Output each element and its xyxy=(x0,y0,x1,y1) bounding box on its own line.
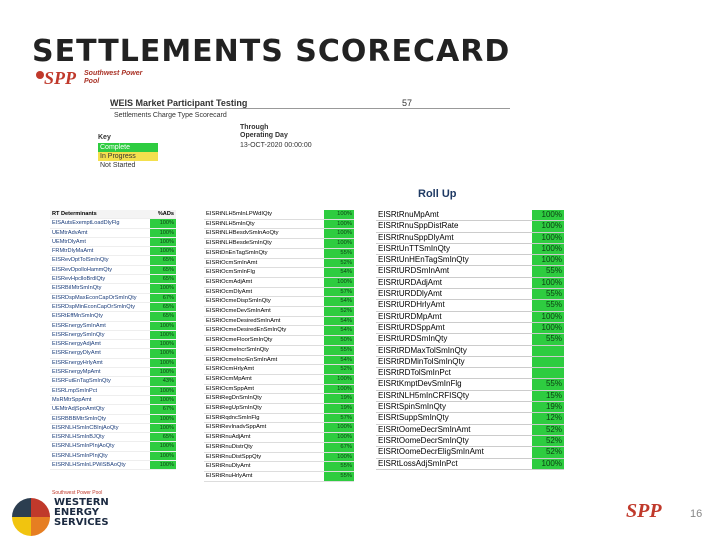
table-row xyxy=(50,414,176,423)
table-row xyxy=(204,365,354,375)
table-row xyxy=(204,433,354,443)
charge-type-name: EISRtOcmeDispSmInQty xyxy=(204,297,324,307)
table-row xyxy=(376,368,564,379)
table-row xyxy=(50,321,176,330)
charge-type-name: EISRtRnuSppDlyAmt xyxy=(376,232,532,243)
table-row xyxy=(376,255,564,266)
charge-type-name: EISRtOcmMpAmt xyxy=(204,374,324,384)
percent-complete: 52% xyxy=(532,447,564,458)
charge-type-name: EISRBiIMtrSmInQty xyxy=(50,284,150,293)
scorecard-sheet xyxy=(52,90,660,510)
percent-complete: 100% xyxy=(150,321,176,330)
charge-type-name: EISRtSuppSmInQty xyxy=(376,413,532,424)
sheet-title: WEIS Market Participant Testing xyxy=(110,98,248,108)
percent-complete: 65% xyxy=(150,312,176,321)
table-row xyxy=(204,345,354,355)
charge-type-name: EISRevDptTolSmInQty xyxy=(50,256,150,265)
table-row xyxy=(376,266,564,277)
charge-type-name: EISRtRqdncSmInFlg xyxy=(204,413,324,423)
table-row xyxy=(376,424,564,435)
table-row xyxy=(204,229,354,239)
percent-complete: 12% xyxy=(532,413,564,424)
status-key xyxy=(98,134,158,170)
percent-complete: 65% xyxy=(150,256,176,265)
table-row xyxy=(50,284,176,293)
charge-type-name: EISREnergyMpAmt xyxy=(50,368,150,377)
rollup-title: Roll Up xyxy=(418,188,457,200)
percent-complete: 19% xyxy=(324,404,354,414)
charge-type-name: EISRtUnHEnTagSmInQty xyxy=(376,255,532,266)
table-row xyxy=(376,243,564,254)
percent-complete: 54% xyxy=(324,268,354,278)
key-not-started: Not Started xyxy=(100,162,136,169)
charge-type-name: EISRtRnuDlyAmt xyxy=(204,462,324,472)
table-row xyxy=(50,219,176,228)
table-row xyxy=(376,221,564,232)
table-row xyxy=(204,316,354,326)
percent-complete: 55% xyxy=(324,248,354,258)
table-row xyxy=(376,379,564,390)
percent-complete: 100% xyxy=(532,243,564,254)
charge-type-name: EISRtRegUpSmInQty xyxy=(204,404,324,414)
table-row xyxy=(376,300,564,311)
table-row xyxy=(50,377,176,386)
charge-type-name: EISRtOcmeIncrEnSmInAmt xyxy=(204,355,324,365)
table-row xyxy=(376,435,564,446)
charge-type-name: EISRDspMaxEconCapOrSmInQty xyxy=(50,293,150,302)
table-row xyxy=(376,277,564,288)
table-row xyxy=(376,458,564,469)
key-title: Key xyxy=(98,134,111,141)
charge-type-name: EISRtURDSmInQty xyxy=(376,334,532,345)
percent-complete: 100% xyxy=(532,221,564,232)
charge-type-name: FRMtrDlyMaAmt xyxy=(50,247,150,256)
charge-type-name: EISREnergyDlyAmt xyxy=(50,349,150,358)
charge-type-name: EISRtOcmeDesiredEnSmInQty xyxy=(204,326,324,336)
table-row xyxy=(376,210,564,221)
percent-complete: 100% xyxy=(532,232,564,243)
table-row xyxy=(50,330,176,339)
charge-type-name: EISRNLHSmInCBInjAoQty xyxy=(50,423,150,432)
percent-complete: 67% xyxy=(150,405,176,414)
percent-complete: 54% xyxy=(324,316,354,326)
charge-type-name: EISRDspMinEconCapOrSmInQty xyxy=(50,302,150,311)
percent-complete: 100% xyxy=(150,414,176,423)
table-row xyxy=(204,355,354,365)
percent-complete: 52% xyxy=(532,424,564,435)
charge-type-name: EISRtRnuAdjAmt xyxy=(204,433,324,443)
charge-type-name: EISRFutEnTagSmInQty xyxy=(50,377,150,386)
percent-complete: 100% xyxy=(150,247,176,256)
sheet-subtitle: Settlements Charge Type Scorecard xyxy=(114,112,227,119)
key-complete: Complete xyxy=(98,143,158,152)
table-row xyxy=(204,462,354,472)
charge-type-name: EISREnergySmInAmt xyxy=(50,321,150,330)
slide-title: SETTLEMENTS SCORECARD xyxy=(32,34,511,69)
percent-complete: 100% xyxy=(150,386,176,395)
operating-day-value: 13-OCT-2020 00:00:00 xyxy=(240,142,312,149)
percent-complete: 55% xyxy=(532,379,564,390)
table-row xyxy=(50,349,176,358)
spp-logo-text: SPP xyxy=(44,68,77,88)
percent-complete xyxy=(532,368,564,379)
percent-complete: 65% xyxy=(150,433,176,442)
charge-type-name: EISREnergySmInQty xyxy=(50,330,150,339)
through-label: Through xyxy=(240,124,269,131)
table-row xyxy=(204,277,354,287)
sun-logo-icon xyxy=(12,498,50,536)
table-row xyxy=(50,302,176,311)
percent-complete: 100% xyxy=(532,255,564,266)
table-row xyxy=(50,293,176,302)
charge-type-name: EISRtOcmSmInAmt xyxy=(204,258,324,268)
percent-complete: 54% xyxy=(324,297,354,307)
table-row xyxy=(204,287,354,297)
table-row xyxy=(376,334,564,345)
charge-type-name: EISRtNLH5mInCRFISQty xyxy=(376,390,532,401)
percent-complete: 55% xyxy=(532,300,564,311)
key-in-progress: In Progress xyxy=(98,152,158,161)
table-row xyxy=(50,423,176,432)
table-row xyxy=(376,289,564,300)
percent-complete: 100% xyxy=(324,210,354,219)
charge-type-name: EISRtRDTolSmInPct xyxy=(376,368,532,379)
charge-type-name: EISRtRDMinTolSmInQty xyxy=(376,356,532,367)
percent-complete: 54% xyxy=(324,355,354,365)
wes-logo xyxy=(12,490,132,538)
spp-logo-mark-icon xyxy=(36,71,44,79)
charge-type-name: EISRtRnuHrlyAmt xyxy=(204,471,324,481)
charge-type-name: EISRtDnEnTagSmInQty xyxy=(204,248,324,258)
charge-type-name: EISRtRevInadvSppAmt xyxy=(204,423,324,433)
percent-complete: 100% xyxy=(324,277,354,287)
charge-type-name: EISRNLHSmInPInjAoQty xyxy=(50,442,150,451)
charge-type-name: EISRtOcmeDevSmInAmt xyxy=(204,307,324,317)
table-row xyxy=(204,258,354,268)
percent-complete: 52% xyxy=(532,435,564,446)
charge-type-name: EISRtOcmHrlyAmt xyxy=(204,365,324,375)
spp-logo-footer: SPP xyxy=(626,500,662,522)
table-row xyxy=(204,268,354,278)
charge-type-name: EISRtRnuMpAmt xyxy=(376,210,532,221)
percent-complete: 67% xyxy=(150,293,176,302)
percent-complete: 100% xyxy=(150,340,176,349)
charge-type-name: EISRNLHSmInLPWiSBAoQty xyxy=(50,461,150,470)
percent-complete: 100% xyxy=(324,229,354,239)
percent-complete: 52% xyxy=(324,365,354,375)
charge-type-name: EISRtRnuDistSppQty xyxy=(204,452,324,462)
percent-complete: 57% xyxy=(324,287,354,297)
charge-type-name: EISRtOcmDlyAmt xyxy=(204,287,324,297)
table-row xyxy=(376,356,564,367)
table-row xyxy=(204,239,354,249)
table-row xyxy=(376,402,564,413)
charge-type-name: EISRtLossAdjSmInPct xyxy=(376,458,532,469)
percent-complete: 100% xyxy=(324,423,354,433)
charge-type-name: EISRtOcmeIncrSmInQty xyxy=(204,345,324,355)
column-header: %ADs xyxy=(150,210,176,219)
charge-type-name: EISRtOcmeFloorSmInQty xyxy=(204,336,324,346)
percent-complete: 19% xyxy=(324,394,354,404)
percent-complete: 100% xyxy=(150,284,176,293)
percent-complete: 100% xyxy=(324,452,354,462)
percent-complete: 100% xyxy=(150,442,176,451)
table-row xyxy=(204,413,354,423)
charge-type-name: UEMtrAdjSpoAmtQty xyxy=(50,405,150,414)
table-row xyxy=(204,394,354,404)
charge-type-name: EISRtRnuDistrQty xyxy=(204,442,324,452)
percent-complete: 55% xyxy=(324,345,354,355)
charge-type-name: EISREnergyAdjAmt xyxy=(50,340,150,349)
charge-type-name: UEMtrAdvAmt xyxy=(50,228,150,237)
percent-complete: 57% xyxy=(324,413,354,423)
table-row xyxy=(376,232,564,243)
table-row xyxy=(50,247,176,256)
spp-logo xyxy=(36,68,146,90)
charge-type-name: MsRMtrSppAmt xyxy=(50,395,150,404)
header-divider xyxy=(110,108,510,109)
percent-complete: 19% xyxy=(532,402,564,413)
table-row xyxy=(50,405,176,414)
column-header: RT Determinants xyxy=(50,210,150,219)
charge-type-name: UEMtrDlyAmt xyxy=(50,237,150,246)
percent-complete: 52% xyxy=(324,307,354,317)
table-row xyxy=(50,451,176,460)
charge-type-name: EISRtURDHrlyAmt xyxy=(376,300,532,311)
charge-type-name: EISRtOomeDecrSmInQty xyxy=(376,435,532,446)
table-row xyxy=(204,452,354,462)
charge-type-name: EISAutsExemptLoadDlyFlg xyxy=(50,219,150,228)
charge-type-name: EISRNLHSmInBJQty xyxy=(50,433,150,442)
percent-complete: 55% xyxy=(532,289,564,300)
percent-complete: 100% xyxy=(532,311,564,322)
page-number: 16 xyxy=(690,508,703,520)
table-row xyxy=(204,326,354,336)
table-row xyxy=(50,442,176,451)
charge-type-name: EISRNLHSmInPInjQty xyxy=(50,451,150,460)
table-row xyxy=(204,336,354,346)
wes-logo-top-text: Southwest Power Pool xyxy=(52,490,103,496)
table-row xyxy=(204,307,354,317)
percent-complete: 55% xyxy=(532,266,564,277)
charge-type-name: EISRtRnuSppDistRate xyxy=(376,221,532,232)
charge-type-name: EISRtOcmeDesiredSmInAmt xyxy=(204,316,324,326)
table-row xyxy=(204,374,354,384)
table-row xyxy=(50,237,176,246)
table-row xyxy=(50,265,176,274)
percent-complete: 100% xyxy=(150,461,176,470)
charge-type-name: EISRtURDMpAmt xyxy=(376,311,532,322)
table-row xyxy=(376,311,564,322)
percent-complete: 100% xyxy=(532,210,564,221)
percent-complete: 100% xyxy=(150,349,176,358)
percent-complete: 65% xyxy=(150,275,176,284)
percent-complete: 52% xyxy=(324,258,354,268)
table-row xyxy=(50,386,176,395)
percent-complete: 100% xyxy=(150,423,176,432)
percent-complete: 55% xyxy=(324,471,354,481)
percent-complete: 100% xyxy=(150,395,176,404)
charge-type-name: EISRtOcmSmInFlg xyxy=(204,268,324,278)
table-row xyxy=(204,248,354,258)
charge-type-table-2 xyxy=(204,210,354,482)
table-row xyxy=(204,404,354,414)
percent-complete: 100% xyxy=(150,358,176,367)
percent-complete: 100% xyxy=(150,237,176,246)
table-row xyxy=(204,210,354,219)
percent-complete: 100% xyxy=(150,228,176,237)
percent-complete: 65% xyxy=(150,302,176,311)
table-row xyxy=(376,345,564,356)
table-row xyxy=(376,413,564,424)
table-row xyxy=(50,275,176,284)
table-row xyxy=(50,312,176,321)
charge-type-name: EISRtOcmSppAmt xyxy=(204,384,324,394)
operating-day-label: Operating Day xyxy=(240,132,288,139)
table-row xyxy=(50,358,176,367)
percent-complete: 100% xyxy=(150,330,176,339)
percent-complete: 67% xyxy=(324,442,354,452)
charge-type-name: EISRtNLHBesdvSmInAoQty xyxy=(204,229,324,239)
charge-type-name: EISRtOomeDecrEligSmInAmt xyxy=(376,447,532,458)
charge-type-name: EISRevDpolloHammQty xyxy=(50,265,150,274)
rt-determinants-table xyxy=(50,210,176,470)
percent-complete: 43% xyxy=(150,377,176,386)
charge-type-name: EISRtNLHBesdeSmInQty xyxy=(204,239,324,249)
charge-type-name: EISREnergyHrlyAmt xyxy=(50,358,150,367)
percent-complete: 100% xyxy=(324,374,354,384)
percent-complete: 55% xyxy=(532,334,564,345)
table-row xyxy=(204,297,354,307)
charge-type-name: EISRLmpSmInPct xyxy=(50,386,150,395)
percent-complete: 100% xyxy=(324,433,354,443)
table-row xyxy=(204,423,354,433)
table-row xyxy=(376,390,564,401)
percent-complete: 50% xyxy=(324,336,354,346)
table-row xyxy=(50,256,176,265)
percent-complete: 100% xyxy=(324,219,354,229)
rollup-table xyxy=(376,210,564,470)
table-row xyxy=(204,384,354,394)
charge-type-name: EISRtEffMnSmInQty xyxy=(50,312,150,321)
charge-type-name: EISRtURDAdjAmt xyxy=(376,277,532,288)
percent-complete: 54% xyxy=(324,326,354,336)
charge-type-name: EISRtRDMaxTolSmInQty xyxy=(376,345,532,356)
table-row xyxy=(50,461,176,470)
spp-logo-subtext: Southwest Power Pool xyxy=(84,70,143,85)
percent-complete xyxy=(532,356,564,367)
table-row xyxy=(50,395,176,404)
charge-type-name: EISRtURDDlyAmt xyxy=(376,289,532,300)
charge-type-name: EISRtOomeDecrSmInAmt xyxy=(376,424,532,435)
percent-complete: 100% xyxy=(532,322,564,333)
charge-type-name: EISRBBBMtrSmInQty xyxy=(50,414,150,423)
percent-complete: 55% xyxy=(324,462,354,472)
percent-complete: 100% xyxy=(150,451,176,460)
percent-complete: 100% xyxy=(532,277,564,288)
table-row xyxy=(376,447,564,458)
percent-complete: 65% xyxy=(150,265,176,274)
charge-type-name: EISRtSpinSmInQty xyxy=(376,402,532,413)
table-row xyxy=(50,368,176,377)
charge-type-name: EISRtOcmAdjAmt xyxy=(204,277,324,287)
charge-type-name: EISRtURDSppAmt xyxy=(376,322,532,333)
percent-complete: 100% xyxy=(150,368,176,377)
table-row xyxy=(204,471,354,481)
percent-complete: 15% xyxy=(532,390,564,401)
percent-complete: 100% xyxy=(324,239,354,249)
table-row xyxy=(204,219,354,229)
wes-logo-text: WESTERN ENERGY SERVICES xyxy=(54,497,109,528)
charge-type-name: EISRtKmptDevSmInFlg xyxy=(376,379,532,390)
charge-type-name: EISRtNLH5mInQty xyxy=(204,219,324,229)
percent-complete xyxy=(532,345,564,356)
table-row xyxy=(204,442,354,452)
table-row xyxy=(50,340,176,349)
percent-complete: 100% xyxy=(324,384,354,394)
charge-type-name: EISRtURDSmInAmt xyxy=(376,266,532,277)
percent-complete: 100% xyxy=(150,219,176,228)
charge-type-name: EISRtRegDnSmInQty xyxy=(204,394,324,404)
table-row xyxy=(376,322,564,333)
charge-type-name: EISRtUnTTSmInQty xyxy=(376,243,532,254)
charge-type-name: EISRtNLH5mInLPWdIQty xyxy=(204,210,324,219)
percent-complete: 100% xyxy=(532,458,564,469)
table-row xyxy=(50,228,176,237)
charge-type-name: EISRevHpclloBrdlQty xyxy=(50,275,150,284)
table-row xyxy=(50,433,176,442)
sheet-code: 57 xyxy=(402,98,413,108)
